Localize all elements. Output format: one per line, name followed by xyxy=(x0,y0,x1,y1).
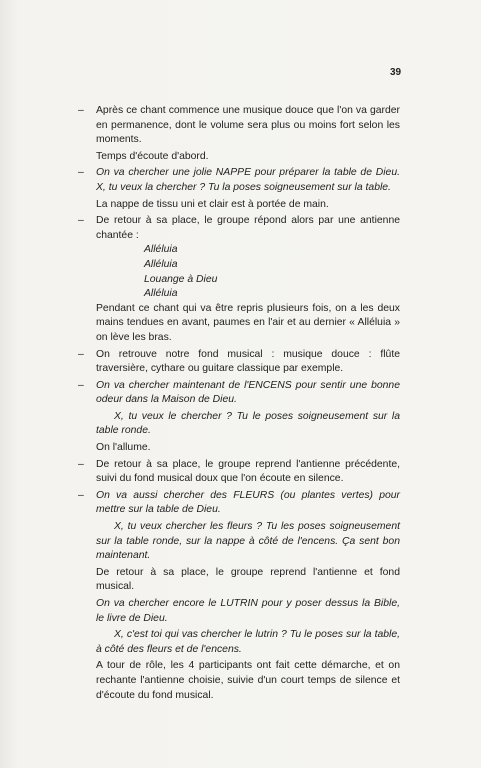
paragraph xyxy=(78,597,400,626)
paragraph-text: On va aussi chercher des FLEURS (ou plantes vertes) pour mettre sur la table de Dieu. xyxy=(96,489,400,516)
paragraph-text: X, tu veux le chercher ? Tu le poses soigneusement sur la table ronde. xyxy=(96,410,400,437)
paragraph xyxy=(78,628,400,657)
paragraph-text: A tour de rôle, les 4 participants ont fait cette démarche, et on rechante l'antienne choisie, suivie d'un court temps de silence et d'écoute du fond musical. xyxy=(96,660,400,701)
paragraph-text: De retour à sa place, le groupe reprend l'antienne précédente, suivi du fond musical doux que l'on écoute en silence. xyxy=(96,458,400,485)
paragraph-text: X, tu veux chercher les fleurs ? Tu les poses soigneusement sur la table ronde, sur la nappe à côté de l'encens. Ça sent bon maintenant. xyxy=(96,521,400,562)
paragraph-text: Temps d'écoute d'abord. xyxy=(96,150,209,162)
paragraph-text: On va chercher une jolie NAPPE pour préparer la table de Dieu. X, tu veux la chercher ? Tu la poses soigneusement sur la table. xyxy=(96,167,400,193)
paragraph-text: La nappe de tissu uni et clair est à portée de main. xyxy=(96,198,329,210)
paragraph xyxy=(78,104,400,148)
paragraph xyxy=(78,410,400,439)
song-line: Alléluia xyxy=(144,244,178,256)
paragraph-text: De retour à sa place, le groupe répond alors par une antienne chantée : xyxy=(96,215,400,241)
dash-marker: – xyxy=(78,167,84,179)
paragraph xyxy=(78,150,400,165)
dash-marker: – xyxy=(78,215,84,227)
paragraph xyxy=(78,302,400,346)
paragraph xyxy=(78,489,400,518)
dash-marker: – xyxy=(78,105,84,116)
paragraph xyxy=(78,458,400,487)
paragraph-text: On va chercher encore le LUTRIN pour y poser dessus la Bible, le livre de Dieu. xyxy=(96,598,400,624)
song-line: Louange à Dieu xyxy=(144,273,218,285)
body-text xyxy=(78,104,400,703)
dash-marker: – xyxy=(78,458,84,470)
paragraph xyxy=(78,198,400,213)
dash-marker: – xyxy=(78,379,84,391)
dash-marker: – xyxy=(78,489,84,501)
song-lyrics xyxy=(78,243,400,301)
paragraph xyxy=(78,166,400,195)
song-line: Alléluia xyxy=(144,258,178,270)
paragraph xyxy=(78,441,400,456)
paragraph-text: Pendant ce chant qui va être repris plusieurs fois, on a les deux mains tendues en avant, paumes en l'air et au dernier « Alléluia » on lève les bras. xyxy=(96,302,400,343)
paragraph xyxy=(78,379,400,408)
paragraph-text: Après ce chant commence une musique douce que l'on va garder en permanence, dont le volume sera plus ou moins fort selon les moments. xyxy=(96,105,400,146)
paragraph xyxy=(78,659,400,703)
paragraph-text: De retour à sa place, le groupe reprend l'antienne et fond musical. xyxy=(96,566,400,593)
paragraph-text: On l'allume. xyxy=(96,442,151,454)
paragraph-text: X, c'est toi qui vas chercher le lutrin ? Tu le poses sur la table, à côté des fleurs et de l'encens. xyxy=(96,629,400,655)
dash-marker: – xyxy=(78,348,84,360)
paragraph xyxy=(78,520,400,564)
paragraph xyxy=(78,566,400,595)
paragraph-text: On va chercher maintenant de l'ENCENS pour sentir une bonne odeur dans la Maison de Dieu. xyxy=(96,379,400,406)
song-line: Alléluia xyxy=(144,288,178,300)
paragraph xyxy=(78,214,400,243)
paragraph xyxy=(78,348,400,377)
page-number: 39 xyxy=(390,67,402,78)
paragraph-text: On retrouve notre fond musical : musique douce : flûte traversière, cythare ou guitare classique par exemple. xyxy=(96,348,400,375)
